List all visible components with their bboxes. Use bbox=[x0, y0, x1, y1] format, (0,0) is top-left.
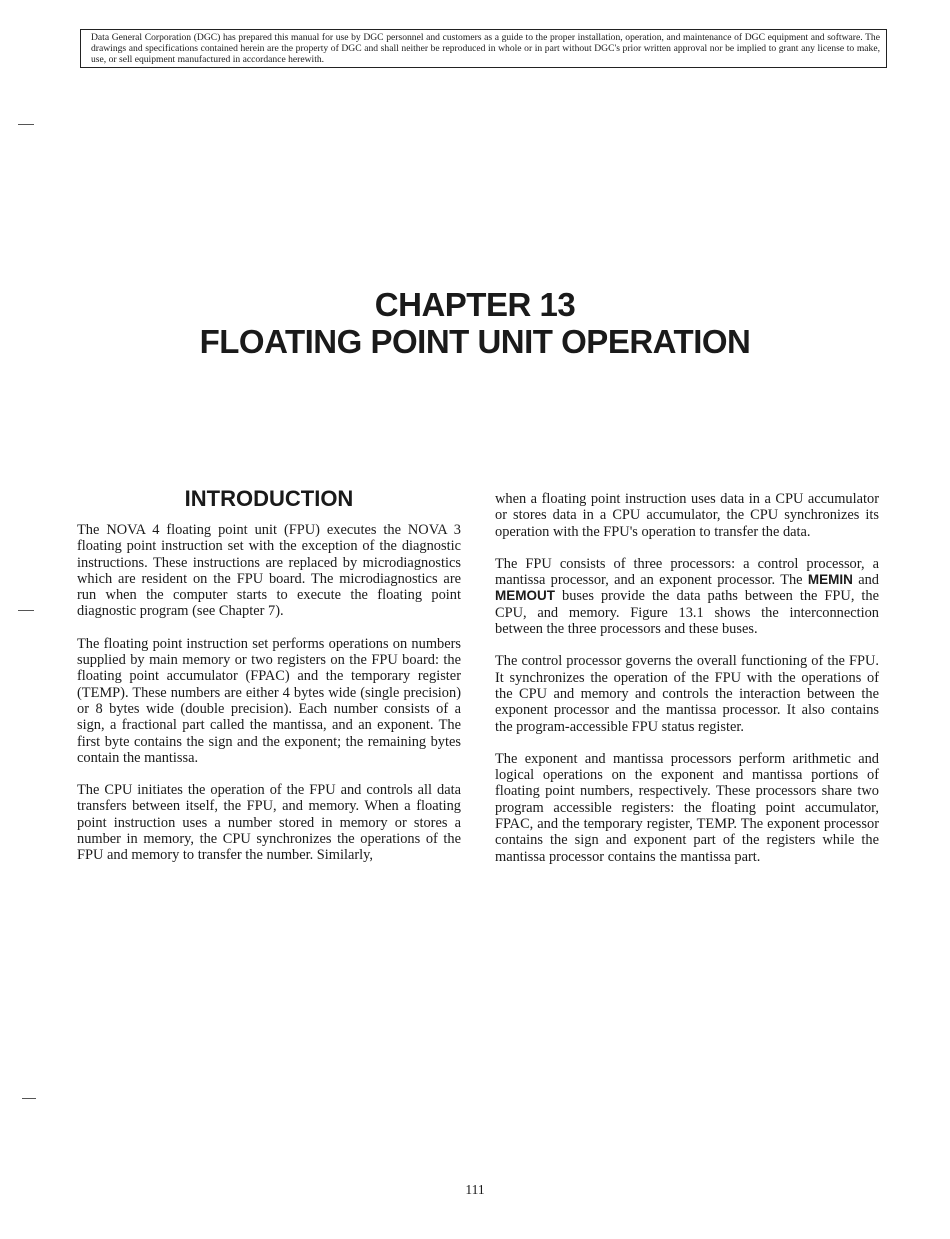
margin-mark bbox=[18, 124, 34, 125]
paragraph: The control processor governs the overall functioning of the FPU. It synchronizes the operation of the FPU with the operations of the CPU and memory and controls the interaction between the exponent processor and the mantissa processor. It also contains the program-accessible FPU status register. bbox=[495, 653, 879, 735]
paragraph: The floating point instruction set performs operations on numbers supplied by main memory or two registers on the FPU board: the floating point accumulator (FPAC) and the temporary register (TEMP). These numbers are either 4 bytes wide (single precision) or 8 bytes wide (double precision). Each number consists of a sign, a fractional part called the mantissa, and an exponent. The first byte contains the sign and the exponent; the remaining bytes contain the mantissa. bbox=[77, 635, 461, 766]
text-run: The FPU consists of three processors: a control processor, a mantissa processor, and an exponent processor. The bbox=[495, 555, 879, 589]
paragraph: The CPU initiates the operation of the FPU and controls all data transfers between itself, the FPU, and memory. When a floating point instruction uses a number stored in memory or stores a number in memory, the CPU synchronizes the operations of the FPU and memory to transfer the number. Similarly, bbox=[77, 782, 461, 864]
margin-mark bbox=[22, 1098, 36, 1099]
paragraph: The exponent and mantissa processors perform arithmetic and logical operations on the exponent and mantissa portions of floating point numbers, respectively. These processors share two program accessible registers: the floating point accumulator, FPAC, and the temporary register, TEMP. The exponent processor contains the sign and exponent part of the registers while the mantissa processor contains the mantissa part. bbox=[495, 750, 879, 865]
paragraph: when a floating point instruction uses data in a CPU accumulator or stores data in a CPU accumulator, the CPU synchronizes its operation with the FPU's operation to transfer the data. bbox=[495, 491, 879, 540]
right-column bbox=[495, 491, 879, 881]
text-run: and bbox=[852, 572, 879, 589]
chapter-title: FLOATING POINT UNIT OPERATION bbox=[199, 323, 751, 360]
text-run: buses provide the data paths between the FPU, the CPU, and memory. Figure 13.1 shows the interconnection between the three processors and these buses. bbox=[495, 588, 879, 638]
memout-bus-term: MEMOUT bbox=[495, 588, 555, 604]
copyright-notice: Data General Corporation (DGC) has prepared this manual for use by DGC personnel and customers as a guide to the proper installation, operation, and maintenance of DGC equipment and software. The drawings and specifications contained herein are the property of DGC and shall neither be reproduced in whole or in part without DGC's prior written approval nor be implied to grant any license to make, use, or sell equipment manufactured in accordance herewith. bbox=[80, 29, 887, 68]
left-column bbox=[77, 522, 461, 880]
memin-bus-term: MEMIN bbox=[807, 572, 853, 588]
section-heading: INTRODUCTION bbox=[184, 486, 354, 511]
page-number: 111 bbox=[465, 1182, 485, 1197]
paragraph: The NOVA 4 floating point unit (FPU) executes the NOVA 3 floating point instruction set with the exception of the diagnostic instructions. These instructions are replaced by microdiagnostics which are resident on the FPU board. The microdiagnostics are run when the computer starts to execute the floating point diagnostic program (see Chapter 7). bbox=[77, 522, 461, 620]
margin-mark bbox=[18, 610, 34, 611]
chapter-number: CHAPTER 13 bbox=[374, 286, 576, 323]
paragraph-buses bbox=[495, 556, 879, 637]
